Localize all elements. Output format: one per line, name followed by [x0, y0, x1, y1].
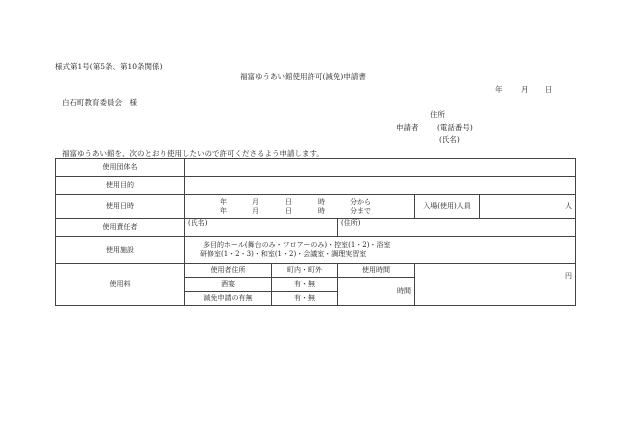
fee-label: 使用料: [56, 264, 185, 306]
fee-col-address: 使用者住所: [185, 264, 272, 278]
applicant-label: 申請者: [396, 123, 419, 132]
date-month: 月: [521, 85, 529, 94]
intro-text: 福富ゆうあい館を、次のとおり使用したいので許可くださるよう申請します。: [62, 149, 324, 158]
dt-hour-1: 時: [318, 197, 325, 206]
application-table: [55, 158, 576, 306]
attendance-field[interactable]: [480, 195, 576, 219]
attendance-label: 入場(使用)人員: [415, 195, 480, 219]
purpose-label: 使用目的: [56, 177, 185, 195]
fee-col-hours: 使用時間: [338, 264, 415, 278]
exemption-yes-no[interactable]: 有・無: [272, 292, 338, 306]
facility-field[interactable]: [185, 237, 576, 264]
facility-line-2: 研修室(1・2・3)・和室(1・2)・会議室・調理実習室: [200, 250, 367, 258]
datetime-field[interactable]: [185, 195, 415, 219]
facility-label: 使用施設: [56, 237, 185, 264]
purpose-field[interactable]: [185, 177, 576, 195]
attendance-unit: 人: [565, 202, 573, 210]
dt-day-2: 日: [285, 206, 292, 215]
row-datetime: [56, 195, 576, 219]
alcohol-yes-no[interactable]: 有・無: [272, 278, 338, 292]
group-name-label: 使用団体名: [56, 159, 185, 177]
manager-name-field[interactable]: [185, 219, 338, 237]
dt-day-1: 日: [285, 197, 292, 206]
dt-hour-2: 時: [318, 206, 325, 215]
row-group-name: [56, 159, 576, 177]
dt-month-1: 月: [252, 197, 259, 206]
manager-label: 使用責任者: [56, 219, 185, 237]
fee-amount-field[interactable]: [415, 264, 576, 306]
address-label: 住所: [430, 110, 445, 119]
fee-col-residency: 町内・町外: [272, 264, 338, 278]
manager-address-field[interactable]: [338, 219, 576, 237]
date-year: 年: [495, 85, 503, 94]
name-label: (氏名): [439, 135, 460, 144]
manager-address-label: (住所): [341, 219, 361, 227]
yen-unit: 円: [565, 272, 573, 280]
group-name-field[interactable]: [185, 159, 576, 177]
hours-unit: 時間: [397, 287, 411, 295]
phone-label: (電話番号): [437, 123, 473, 132]
exemption-label: 減免申請の有無: [185, 292, 272, 306]
hours-field[interactable]: [338, 278, 415, 306]
row-fee-header: [56, 264, 576, 278]
dt-year-2: 年: [220, 206, 227, 215]
form-number: 様式第1号(第5条、第10条関係): [55, 62, 163, 71]
manager-name-label: (氏名): [188, 219, 208, 227]
form-title: 福富ゆうあい館使用許可(減免)申請書: [240, 72, 366, 81]
alcohol-label: 酒宴: [185, 278, 272, 292]
dt-year-1: 年: [220, 197, 227, 206]
row-manager: [56, 219, 576, 237]
row-purpose: [56, 177, 576, 195]
addressee: 白石町教育委員会 様: [62, 98, 137, 107]
dt-month-2: 月: [252, 206, 259, 215]
datetime-label: 使用日時: [56, 195, 185, 219]
facility-line-1: 多目的ホール(舞台のみ・フロアーのみ)・控室(1・2)・浴室: [203, 241, 391, 249]
date-day: 日: [545, 85, 553, 94]
dt-from: 分から: [350, 197, 371, 206]
dt-to: 分まで: [350, 206, 371, 215]
row-facility: [56, 237, 576, 264]
